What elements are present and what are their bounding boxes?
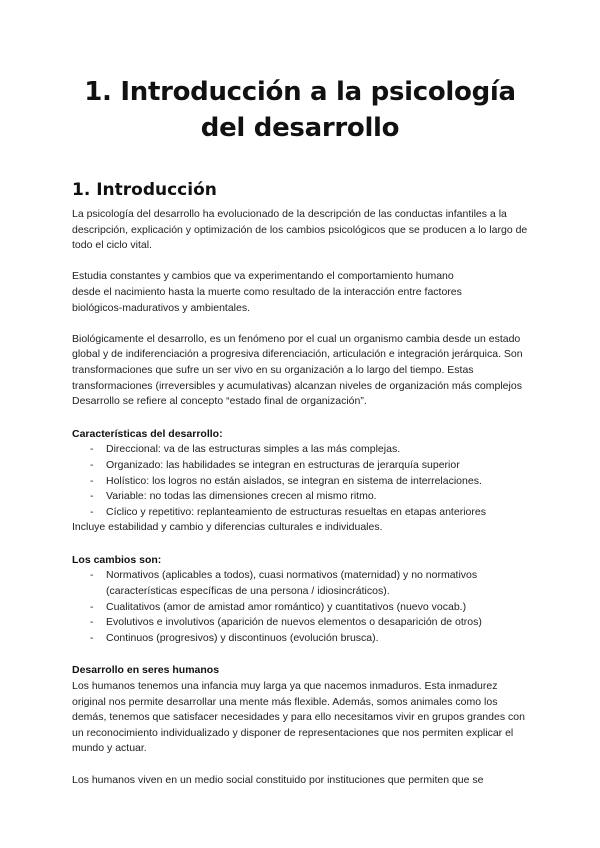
humans-heading: Desarrollo en seres humanos: [72, 664, 220, 677]
bullet-dash: -: [90, 569, 94, 582]
title-line-2: del desarrollo: [200, 113, 400, 143]
paragraph-studies-line: Estudia constantes y cambios que va experimentando el comportamiento humano: [72, 270, 454, 283]
paragraph-studies-line: desde el nacimiento hasta la muerte como resultado de la interacción entre factores: [72, 285, 462, 298]
paragraph-studies: [72, 269, 532, 316]
bullet-dash: -: [90, 631, 94, 644]
list-item: - Holístico: los logros no están aislados, se integran en sistema de interrelaciones.: [72, 474, 532, 490]
bullet-dash: -: [90, 490, 94, 503]
characteristics-note: Incluye estabilidad y cambio y diferencias culturales e individuales.: [72, 521, 383, 534]
paragraph-social: Los humanos viven en un medio social constituido por instituciones que permiten que se: [72, 773, 484, 786]
characteristics-heading: Características del desarrollo:: [72, 427, 223, 440]
bullet-dash: -: [90, 600, 94, 613]
bullet-dash: -: [90, 505, 94, 518]
paragraph-humans: Los humanos tenemos una infancia muy larga ya que nacemos inmaduros. Esta inmadurez original nos permite desarrollar una mente más flexible. Además, somos animales como los demás, tenemos que satisfacer necesidades y para ello necesitamos vivir en grupos grandes con un reconocimiento individualizado y disponer de representaciones que nos permiten explicar el mundo y actuar.: [72, 680, 525, 755]
section-heading: 1. Introducción: [72, 180, 217, 200]
paragraph-studies-line: biológicos-madurativos y ambientales.: [72, 301, 251, 314]
document-body: [72, 207, 532, 788]
bullet-dash: -: [90, 458, 94, 471]
list-item: - Variable: no todas las dimensiones crecen al mismo ritmo.: [72, 489, 532, 505]
bullet-dash: -: [90, 443, 94, 456]
list-item: - Continuos (progresivos) y discontinuos (evolución brusca).: [72, 631, 532, 647]
paragraph-biological: Biológicamente el desarrollo, es un fenómeno por el cual un organismo cambia desde un estado global y de indiferenciación a progresiva diferenciación, articulación e integración jerárquica. Son transformaciones que sufre un ser vivo en su organización a lo largo del tiempo. Estas transformaciones (irreversibles y acumulativas) alcanzan niveles de organización más complejos Desarrollo se refiere al concepto “estado final de organización”.: [72, 332, 523, 408]
list-item: - Direccional: va de las estructuras simples a las más complejas.: [72, 442, 532, 458]
changes-heading: Los cambios son:: [72, 553, 162, 566]
list-item: - Organizado: las habilidades se integran en estructuras de jerarquía superior: [72, 458, 532, 474]
paragraph-intro: La psicología del desarrollo ha evolucionado de la descripción de las conductas infantiles a la descripción, explicación y optimización de los cambios psicológicos que se producen a lo largo de todo el ciclo vital.: [72, 208, 528, 252]
list-item: - Normativos (aplicables a todos), cuasi normativos (maternidad) y no normativos (características específicas de una persona / idiosincráticos).: [90, 569, 478, 598]
list-item: - Cualitativos (amor de amistad amor romántico) y cuantitativos (nuevo vocab.): [72, 600, 532, 616]
page-title: [40, 74, 560, 146]
list-item: - Cíclico y repetitivo: replanteamiento de estructuras resueltas en etapas anteriores: [72, 505, 532, 521]
bullet-dash: -: [90, 474, 94, 487]
title-line-1: 1. Introducción a la psicología: [84, 77, 516, 107]
list-item: - Evolutivos e involutivos (aparición de nuevos elementos o desaparición de otros): [72, 615, 532, 631]
characteristics-list: [72, 442, 532, 520]
bullet-dash: -: [90, 616, 94, 629]
changes-list: [72, 568, 532, 646]
